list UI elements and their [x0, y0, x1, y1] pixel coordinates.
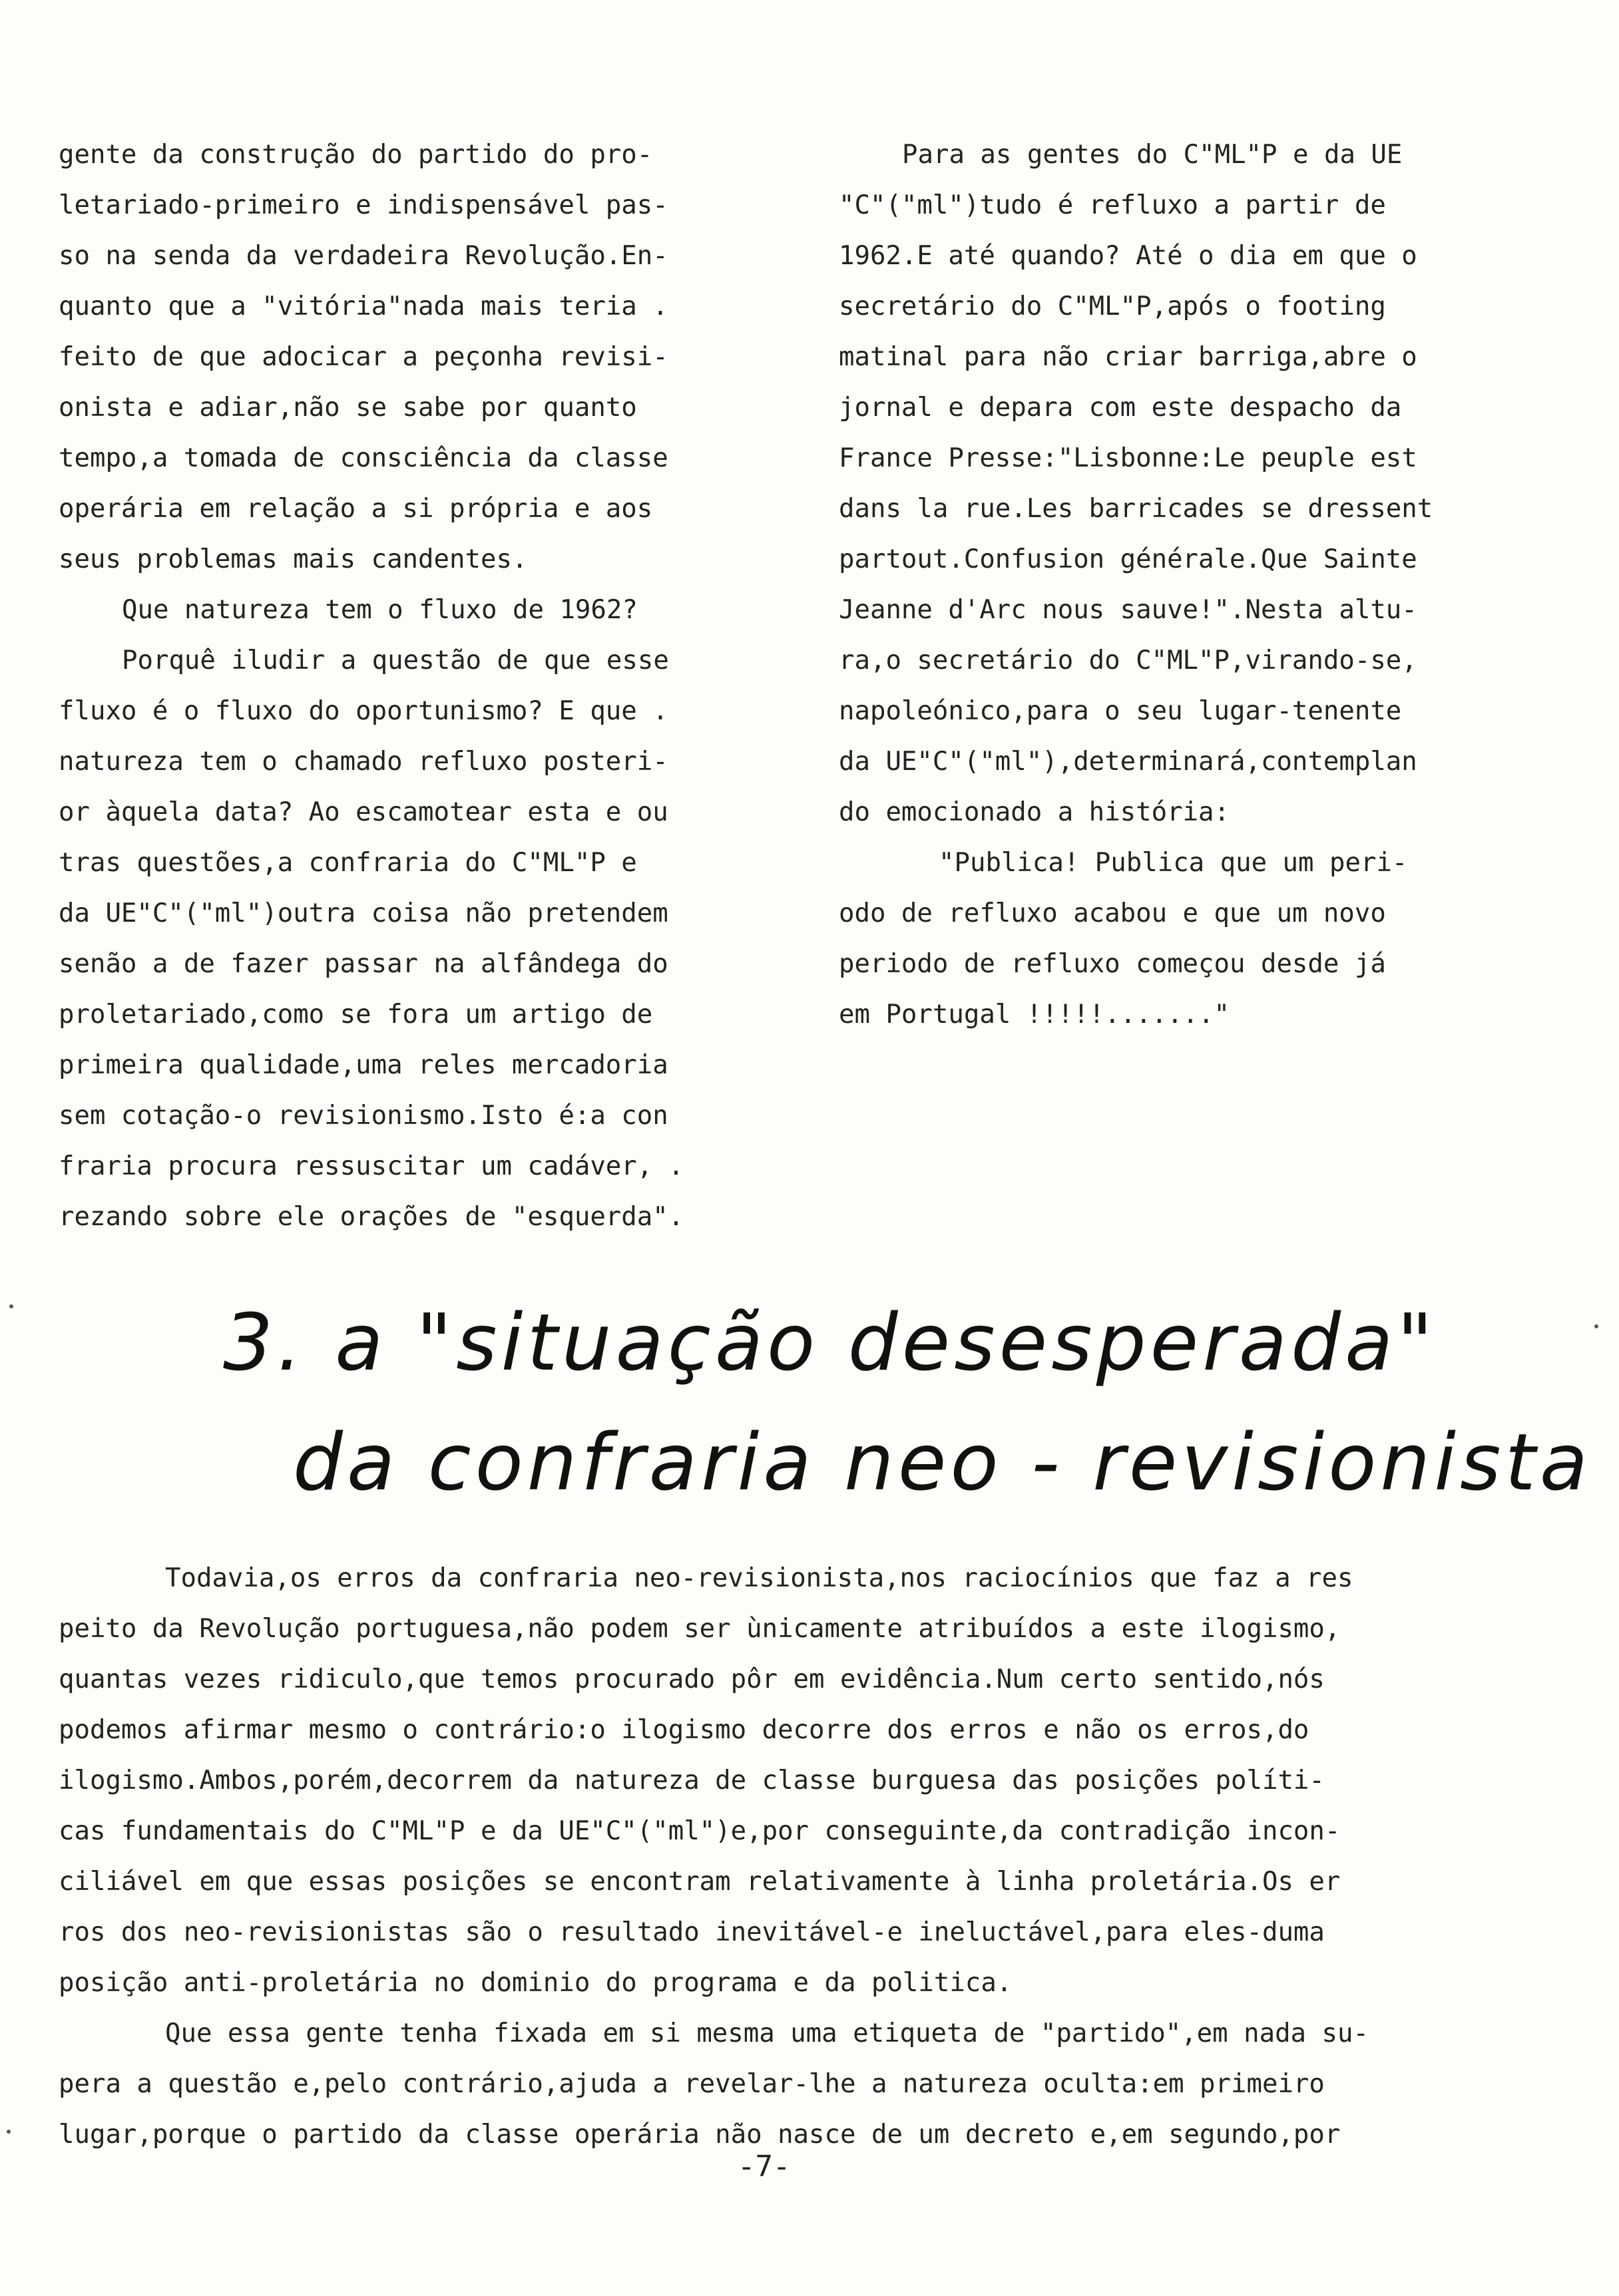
text-line: Que natureza tem o fluxo de 1962? — [122, 595, 638, 625]
section-heading-line-2: da confraria neo - revisionista — [293, 1416, 1592, 1508]
text-line: operária em relação a si própria e aos — [59, 494, 653, 524]
text-line: seus problemas mais candentes. — [59, 544, 528, 574]
text-line: or àquela data? Ao escamotear esta e ou — [59, 797, 668, 827]
text-line: natureza tem o chamado refluxo posteri- — [59, 747, 668, 777]
scan-speck — [7, 2130, 11, 2134]
text-line: jornal e depara com este despacho da — [839, 393, 1402, 423]
text-line: quantas vezes ridiculo,que temos procurado pôr em evidência.Num certo sentido,nós — [59, 1664, 1325, 1694]
text-line: rezando sobre ele orações de "esquerda". — [59, 1202, 684, 1232]
text-line: 1962.E até quando? Até o dia em que o — [839, 241, 1417, 271]
text-line: feito de que adocicar a peçonha revisi- — [59, 342, 668, 372]
text-line: pera a questão e,pelo contrário,ajuda a revelar-lhe a natureza oculta:em primeiro — [59, 2069, 1325, 2099]
text-line: Porquê iludir a questão de que esse — [122, 646, 669, 675]
text-line: tras questões,a confraria do C"ML"P e — [59, 848, 637, 878]
text-line: tempo,a tomada de consciência da classe — [59, 443, 668, 473]
body-paragraphs — [59, 1554, 1563, 2161]
text-line: "C"("ml")tudo é refluxo a partir de — [839, 190, 1386, 220]
text-line: ros dos neo-revisionistas são o resultado inevitável-e ineluctável,para eles-duma — [59, 1917, 1325, 1947]
text-line: matinal para não criar barriga,abre o — [839, 342, 1417, 372]
text-line: secretário do C"ML"P,após o footing — [839, 291, 1386, 321]
text-line: em Portugal !!!!!......." — [839, 1000, 1230, 1030]
text-line: cas fundamentais do C"ML"P e da UE"C"("ml")e,por conseguinte,da contradição incon- — [59, 1816, 1341, 1846]
text-line: ciliável em que essas posições se encontram relativamente à linha proletária.Os er — [59, 1867, 1341, 1897]
text-line: sem cotação-o revisionismo.Isto é:a con — [59, 1101, 668, 1131]
text-line: senão a de fazer passar na alfândega do — [59, 949, 668, 979]
text-line: France Presse:"Lisbonne:Le peuple est — [839, 443, 1417, 473]
text-line: odo de refluxo acabou e que um novo — [839, 898, 1386, 928]
text-line: ilogismo.Ambos,porém,decorrem da natureza de classe burguesa das posições políti- — [59, 1766, 1325, 1796]
text-line: gente da construção do partido do pro- — [59, 140, 653, 170]
text-line: partout.Confusion générale.Que Sainte — [839, 544, 1417, 574]
text-line: da UE"C"("ml")outra coisa não pretendem — [59, 898, 668, 928]
text-line: Que essa gente tenha fixada em si mesma uma etiqueta de "partido",em nada su- — [165, 2018, 1369, 2048]
left-text-column — [59, 130, 774, 1243]
text-line: Todavia,os erros da confraria neo-revisionista,nos raciocínios que faz a res — [165, 1563, 1353, 1593]
text-line: fraria procura ressuscitar um cadáver, . — [59, 1151, 684, 1181]
text-line: do emocionado a história: — [839, 797, 1230, 827]
section-heading-line-1: 3. a "situação desesperada" — [223, 1296, 1437, 1388]
page-number: -7- — [738, 2150, 791, 2184]
text-line: Para as gentes do C"ML"P e da UE — [902, 140, 1403, 170]
text-line: da UE"C"("ml"),determinará,contemplan — [839, 747, 1417, 777]
text-line: proletariado,como se fora um artigo de — [59, 1000, 653, 1030]
text-line: dans la rue.Les barricades se dressent — [839, 494, 1433, 524]
right-text-column — [839, 130, 1511, 1040]
text-line: ra,o secretário do C"ML"P,virando-se, — [839, 646, 1417, 675]
text-line: napoleónico,para o seu lugar-tenente — [839, 696, 1402, 726]
text-line: posição anti-proletária no dominio do programa e da politica. — [59, 1968, 1013, 1998]
text-line: peito da Revolução portuguesa,não podem ser ùnicamente atribuídos a este ilogismo, — [59, 1614, 1341, 1644]
scan-speck — [1594, 1324, 1598, 1328]
text-line: Jeanne d'Arc nous sauve!".Nesta altu- — [839, 595, 1417, 625]
text-line: quanto que a "vitória"nada mais teria . — [59, 291, 668, 321]
text-line: onista e adiar,não se sabe por quanto — [59, 393, 637, 423]
text-line: so na senda da verdadeira Revolução.En- — [59, 241, 668, 271]
scan-speck — [9, 1304, 13, 1308]
text-line: primeira qualidade,uma reles mercadoria — [59, 1050, 668, 1080]
text-line: "Publica! Publica que um peri- — [939, 848, 1408, 878]
text-line: periodo de refluxo começou desde já — [839, 949, 1386, 979]
text-line: fluxo é o fluxo do oportunismo? E que . — [59, 696, 668, 726]
text-line: lugar,porque o partido da classe operária não nasce de um decreto e,em segundo,por — [59, 2120, 1341, 2150]
text-line: letariado-primeiro e indispensável pas- — [59, 190, 668, 220]
text-line: podemos afirmar mesmo o contrário:o ilogismo decorre dos erros e não os erros,do — [59, 1715, 1309, 1745]
